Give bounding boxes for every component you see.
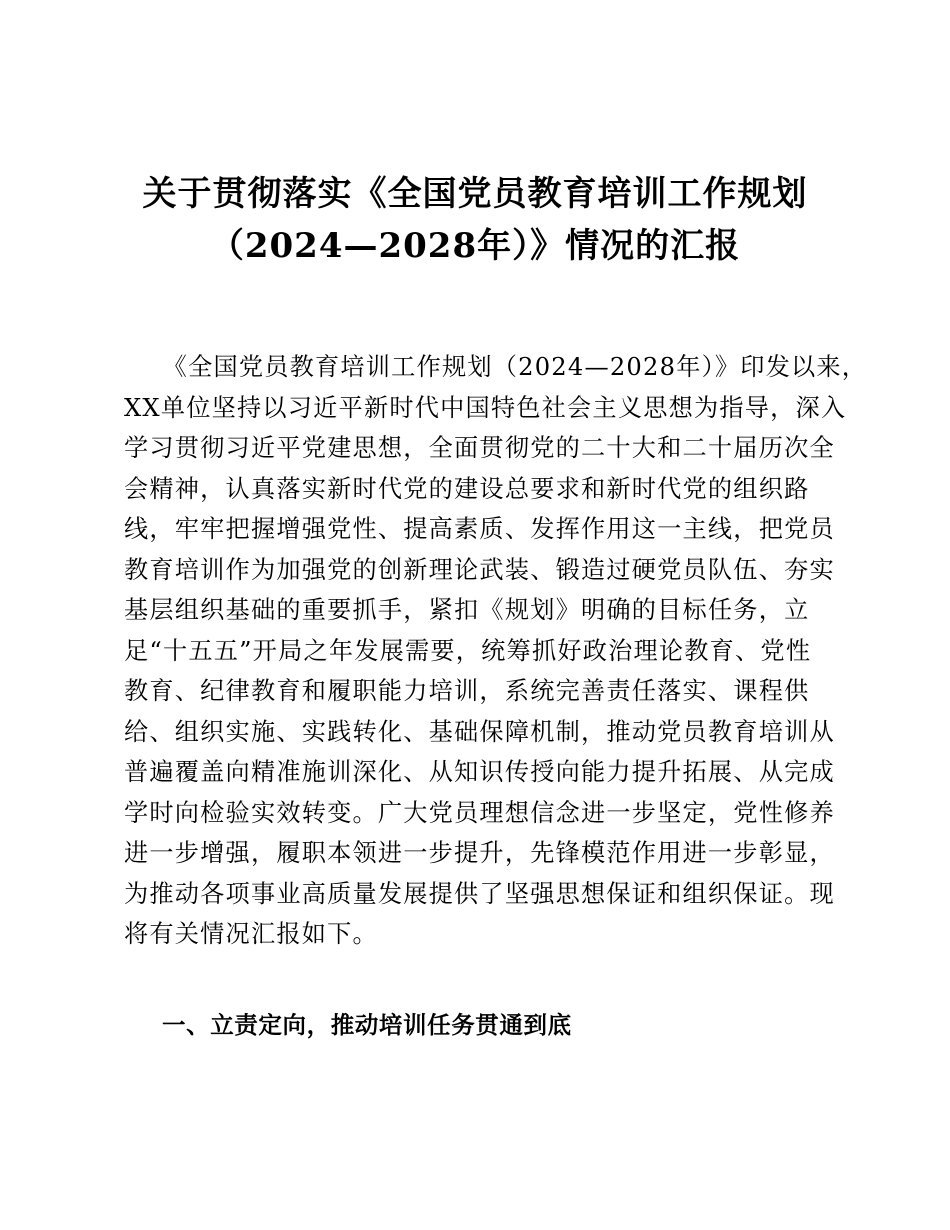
paragraph-line: 会精神，认真落实新时代党的建设总要求和新时代党的组织路	[124, 474, 810, 503]
intro-paragraph	[124, 347, 868, 955]
paragraph-line: XX单位坚持以习近平新时代中国特色社会主义思想为指导，深入	[124, 393, 847, 422]
title-line-1: 关于贯彻落实《全国党员教育培训工作规划	[142, 174, 808, 214]
paragraph-line: 学时向检验实效转变。广大党员理想信念进一步坚定，党性修养	[124, 798, 835, 827]
paragraph-line: 普遍覆盖向精准施训深化、从知识传授向能力提升拓展、从完成	[124, 758, 835, 786]
title-line-2: （2024—2028年）》情况的汇报	[209, 226, 741, 266]
paragraph-line: 足“十五五”开局之年发展需要，统筹抓好政治理论教育、党性	[124, 636, 812, 665]
paragraph-line: 教育、纪律教育和履职能力培训，系统完善责任落实、课程供	[124, 677, 810, 705]
paragraph-line: 《全国党员教育培训工作规划（2024—2028年）》印发以来，	[124, 353, 868, 381]
paragraph-line: 为推动各项事业高质量发展提供了坚强思想保证和组织保证。现	[124, 879, 835, 908]
paragraph-line: 教育培训作为加强党的创新理论武装、锻造过硬党员队伍、夯实	[124, 555, 835, 584]
section-heading: 一、立责定向，推动培训任务贯通到底	[162, 1011, 572, 1039]
document-title	[0, 168, 950, 272]
paragraph-line: 进一步增强，履职本领进一步提升，先锋模范作用进一步彰显，	[124, 839, 835, 867]
paragraph-line: 给、组织实施、实践转化、基础保障机制，推动党员教育培训从	[124, 717, 835, 746]
paragraph-line: 基层组织基础的重要抓手，紧扣《规划》明确的目标任务，立	[124, 596, 810, 624]
paragraph-line: 将有关情况汇报如下。	[124, 920, 378, 948]
paragraph-line: 线，牢牢把握增强党性、提高素质、发挥作用这一主线，把党员	[124, 515, 835, 543]
paragraph-line: 学习贯彻习近平党建思想，全面贯彻党的二十大和二十届历次全	[124, 434, 835, 462]
